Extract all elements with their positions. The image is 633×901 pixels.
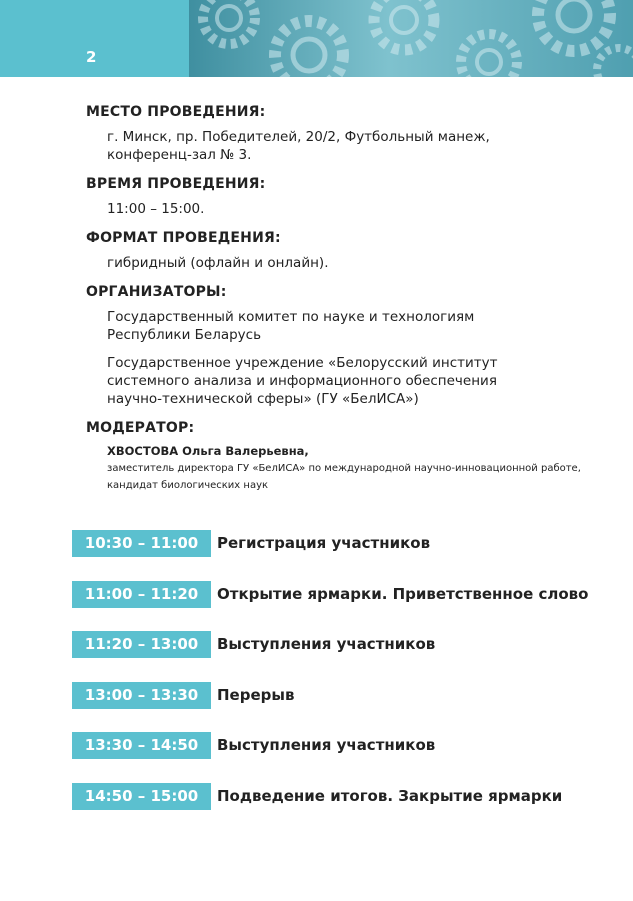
schedule-time: 13:00 – 13:30: [72, 682, 211, 709]
venue-section: [86, 104, 586, 164]
time-heading: ВРЕМЯ ПРОВЕДЕНИЯ:: [86, 176, 266, 192]
schedule-event: Подведение итогов. Закрытие ярмарки: [217, 786, 563, 805]
schedule-event: Перерыв: [217, 685, 295, 704]
time-section: [86, 176, 586, 218]
organizers-section: [86, 284, 586, 408]
page-number: 2: [86, 48, 97, 66]
organizer-1: [107, 308, 586, 344]
organizer-2-line-1: Государственное учреждение «Белорусский институт: [107, 355, 498, 371]
schedule-row: [72, 783, 612, 810]
organizer-2-line-3: научно-технической сферы» (ГУ «БелИСА»): [107, 391, 419, 407]
format-value: гибридный (офлайн и онлайн).: [107, 255, 329, 271]
schedule: [72, 530, 612, 834]
venue-heading: МЕСТО ПРОВЕДЕНИЯ:: [86, 104, 266, 120]
moderator-section: [86, 420, 586, 494]
moderator-desc-line-2: кандидат биологических наук: [107, 480, 269, 491]
schedule-time: 10:30 – 11:00: [72, 530, 211, 557]
schedule-time: 11:20 – 13:00: [72, 631, 211, 658]
organizer-2: [107, 354, 586, 408]
schedule-time: 13:30 – 14:50: [72, 732, 211, 759]
schedule-event: Выступления участников: [217, 635, 436, 654]
schedule-event: Выступления участников: [217, 736, 436, 755]
venue-line-2: конференц-зал № 3.: [107, 147, 252, 163]
venue-value: [107, 128, 586, 164]
page-header: [0, 0, 633, 77]
page-number-tab: [0, 0, 189, 77]
organizer-1-line-2: Республики Беларусь: [107, 327, 262, 343]
schedule-event: Открытие ярмарки. Приветственное слово: [217, 584, 589, 603]
schedule-time: 14:50 – 15:00: [72, 783, 211, 810]
venue-line-1: г. Минск, пр. Победителей, 20/2, Футбольный манеж,: [107, 129, 490, 145]
organizers-heading: ОРГАНИЗАТОРЫ:: [86, 284, 227, 300]
event-info: [86, 104, 586, 506]
moderator-name: ХВОСТОВА Ольга Валерьевна,: [107, 444, 309, 458]
schedule-row: [72, 732, 612, 759]
schedule-event: Регистрация участников: [217, 534, 431, 552]
time-value: 11:00 – 15:00.: [107, 201, 205, 217]
schedule-row: [72, 631, 612, 658]
moderator-heading: МОДЕРАТОР:: [86, 420, 195, 436]
organizer-1-line-1: Государственный комитет по науке и технологиям: [107, 309, 475, 325]
gears-banner-image: [189, 0, 633, 77]
format-section: [86, 230, 586, 272]
schedule-row: [72, 682, 612, 709]
moderator-desc-line-1: заместитель директора ГУ «БелИСА» по международной научно-инновационной работе,: [107, 463, 581, 474]
moderator-description: [107, 460, 586, 494]
schedule-row: [72, 530, 612, 557]
schedule-row: [72, 581, 612, 608]
schedule-time: 11:00 – 11:20: [72, 581, 211, 608]
format-heading: ФОРМАТ ПРОВЕДЕНИЯ:: [86, 230, 281, 246]
gears-icon: [189, 0, 633, 77]
organizer-2-line-2: системного анализа и информационного обеспечения: [107, 373, 497, 389]
